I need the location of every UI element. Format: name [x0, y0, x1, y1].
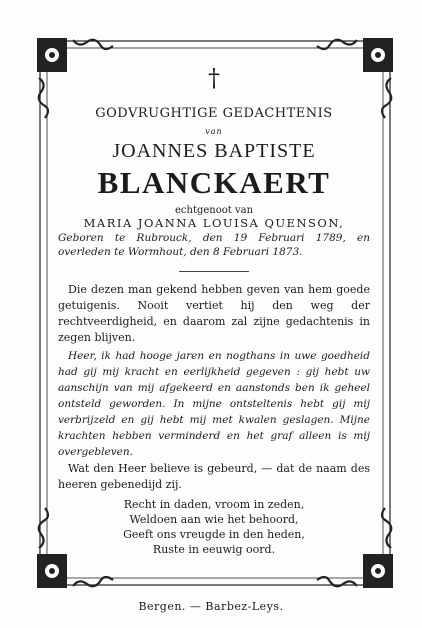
verse-line: Ruste in eeuwig oord. [152, 543, 276, 556]
verse-line: Geeft ons vreugde in den heden, [123, 528, 305, 541]
spouse-name: MARIA JOANNA LOUISA QUENSON, [83, 216, 345, 230]
verse-line: Recht in daden, vroom in zeden, [123, 498, 305, 511]
deceased-given-names: JOANNES BAPTISTE [112, 140, 316, 162]
birth-death-dates: Geboren te Rubrouck, den 19 Februari 1789, en overleden te Wormhout, den 8 Februari 1873. [58, 232, 370, 258]
deceased-surname: BLANCKAERT [97, 165, 331, 200]
van-label: van [205, 127, 223, 136]
prayer-paragraph: Heer, ik had hooge jaren en nogthans in uwe goedheid had gij mij kracht en eerlijkheid gegeven : gij hebt uw aanschijn van mij afgekeerd en aanstonds ben ik geheel ontsteld geworden. In mijne ontsteltenis hebt gij mij verbrijzeld en gij hebt mij met kwalen geslagen. Mijne krachten hebben verminderd en het graf alleen is mij overgebleven. [58, 350, 370, 458]
card-content [58, 62, 370, 557]
closing-verse [58, 497, 370, 557]
card-heading: GODVRUGHTIGE GEDACHTENIS [95, 106, 333, 121]
divider [179, 271, 249, 272]
verse-line: Weldoen aan wie het behoord, [129, 513, 299, 526]
printer-imprint: Bergen. — Barbez-Leys. [138, 600, 284, 613]
spouse-label: echtgenoot van [174, 205, 254, 216]
tribute-paragraph: Die dezen man gekend hebben geven van hem goede getuigenis. Nooit vertiet hij den weg der rechtveerdigheid, en daarom zal zijne gedachtenis in zegen blijven. [58, 283, 370, 344]
closing-paragraph: Wat den Heer believe is gebeurd, — dat de naam des heeren gebenedijd zij. [58, 462, 370, 491]
cross-icon: † [208, 64, 220, 92]
